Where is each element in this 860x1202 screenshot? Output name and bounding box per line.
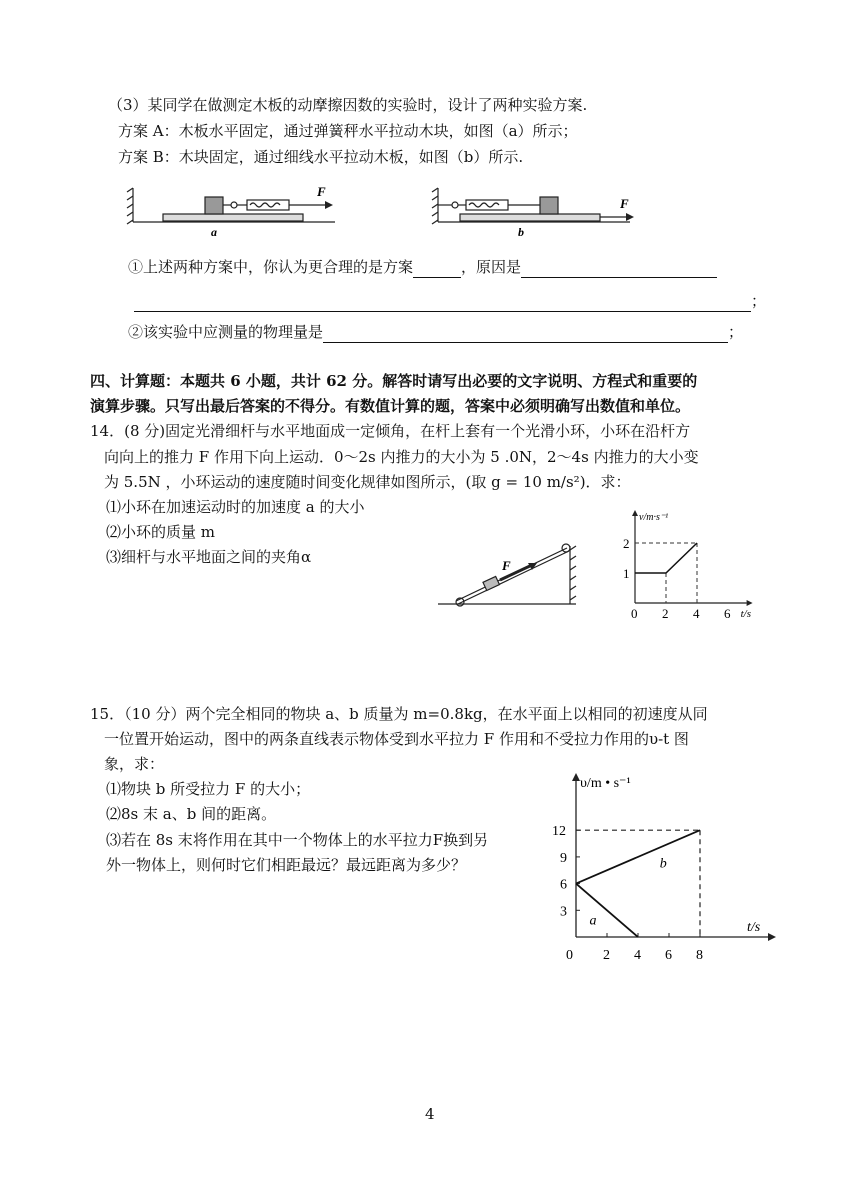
q13-sub1-reason: ，原因是 bbox=[461, 258, 522, 276]
q13-sub1 bbox=[128, 256, 717, 278]
q13-plan-a: 方案 A：木板水平固定，通过弹簧秤水平拉动木块，如图（a）所示； bbox=[118, 122, 578, 140]
q14-incline-figure bbox=[436, 534, 586, 614]
answer-blank-quantity[interactable] bbox=[323, 326, 728, 343]
q15-part2: ⑵8s 末 a、b 间的距离。 bbox=[106, 805, 277, 823]
series-line-a bbox=[576, 884, 638, 937]
series-label-a: a bbox=[589, 913, 597, 929]
fig-b-force-label: F bbox=[620, 196, 629, 211]
q13-sub2-text: ②该实验中应测量的物理量是 bbox=[128, 323, 324, 341]
x-tick-label: 6 bbox=[724, 606, 731, 620]
x-tick-label: 4 bbox=[693, 606, 700, 620]
x-tick-label: 2 bbox=[603, 948, 610, 963]
y-axis-label: υ/m • s⁻¹ bbox=[580, 776, 631, 791]
fig-a-caption: a bbox=[211, 225, 217, 238]
q14-line1: 14．(8 分)固定光滑细杆与水平地面成一定倾角，在杆上套有一个光滑小环，小环在沿杆方 bbox=[90, 422, 691, 440]
series-line-b bbox=[576, 830, 700, 883]
q13-intro: （3）某同学在做测定木板的动摩擦因数的实验时，设计了两种实验方案. bbox=[108, 96, 588, 114]
q13-sub1-end: ； bbox=[751, 292, 767, 310]
q14-part1: ⑴小环在加速运动时的加速度 a 的大小 bbox=[106, 498, 365, 516]
incline-force-label: F bbox=[502, 558, 511, 573]
answer-blank-reason-cont[interactable] bbox=[134, 295, 751, 312]
x-axis-arrow bbox=[747, 600, 753, 606]
y-tick-label: 2 bbox=[623, 536, 630, 551]
q13-sub1-line2 bbox=[134, 290, 766, 312]
x-axis-arrow bbox=[768, 933, 776, 941]
x-tick-label: 8 bbox=[696, 948, 703, 963]
y-axis-arrow bbox=[572, 773, 580, 781]
x-tick-label: 6 bbox=[665, 948, 672, 963]
q15-part1: ⑴物块 b 所受拉力 F 的大小； bbox=[106, 780, 311, 798]
q14-part3: ⑶细杆与水平地面之间的夹角α bbox=[106, 548, 312, 566]
y-tick-label: 3 bbox=[560, 904, 567, 920]
y-tick-label: 1 bbox=[623, 566, 630, 581]
q15-part3-line1: ⑶若在 8s 末将作用在其中一个物体上的水平拉力F换到另 bbox=[106, 831, 489, 849]
x-axis-label: t/s bbox=[740, 608, 752, 620]
velocity-line bbox=[635, 543, 697, 573]
y-axis-label: v/m·s⁻¹ bbox=[639, 512, 669, 523]
y-tick-label: 9 bbox=[560, 850, 567, 866]
q14-line2: 向向上的推力 F 作用下向上运动．0～2s 内推力的大小为 5 .0N，2～4s 内推力的大小变 bbox=[104, 448, 699, 466]
q13-sub2-end: ； bbox=[728, 323, 744, 341]
q14-vt-graph bbox=[600, 508, 775, 620]
x-tick-label: 2 bbox=[662, 606, 669, 620]
y-axis-arrow bbox=[632, 510, 638, 516]
q13-sub2 bbox=[128, 321, 743, 343]
q15-line2: 一位置开始运动，图中的两条直线表示物体受到水平拉力 F 作用和不受拉力作用的υ-t 图 bbox=[104, 730, 689, 748]
q13-figure-b bbox=[430, 178, 650, 238]
q15-vt-graph bbox=[540, 765, 780, 965]
q14-line3: 为 5.5N ，小环运动的速度随时间变化规律如图所示，(取 g = 10 m/s²)．求： bbox=[104, 473, 631, 491]
page-number: 4 bbox=[425, 1105, 435, 1123]
section4-header-line2: 演算步骤。只写出最后答案的不得分。有数值计算的题，答案中必须明确写出数值和单位。 bbox=[90, 397, 691, 415]
x-tick-label: 0 bbox=[566, 948, 573, 963]
x-axis-label: t/s bbox=[747, 920, 761, 935]
x-tick-label: 0 bbox=[631, 606, 638, 620]
q15-line3: 象，求： bbox=[104, 755, 165, 773]
y-tick-label: 6 bbox=[560, 877, 567, 893]
q13-plan-b: 方案 B：木块固定，通过细线水平拉动木板，如图（b）所示. bbox=[118, 148, 524, 166]
series-label-b: b bbox=[659, 856, 667, 872]
q13-figure-a bbox=[125, 178, 350, 238]
q15-part3-line2: 外一物体上，则何时它们相距最远？最远距离为多少？ bbox=[106, 856, 467, 874]
y-tick-label: 12 bbox=[552, 824, 566, 840]
fig-a-force-label: F bbox=[317, 184, 326, 199]
section4-header-line1: 四、计算题：本题共 6 小题，共计 62 分。解答时请写出必要的文字说明、方程式和重要的 bbox=[90, 372, 698, 390]
answer-blank-reason[interactable] bbox=[521, 261, 717, 278]
fig-b-caption: b bbox=[518, 225, 524, 238]
answer-blank-plan[interactable] bbox=[413, 261, 461, 278]
q13-sub1-text: ①上述两种方案中，你认为更合理的是方案 bbox=[128, 258, 414, 276]
x-tick-label: 4 bbox=[634, 948, 641, 963]
q15-line1: 15．（10 分）两个完全相同的物块 a、b 质量为 m=0.8kg，在水平面上以相同的初速度从同 bbox=[90, 705, 708, 723]
q14-part2: ⑵小环的质量 m bbox=[106, 523, 215, 541]
